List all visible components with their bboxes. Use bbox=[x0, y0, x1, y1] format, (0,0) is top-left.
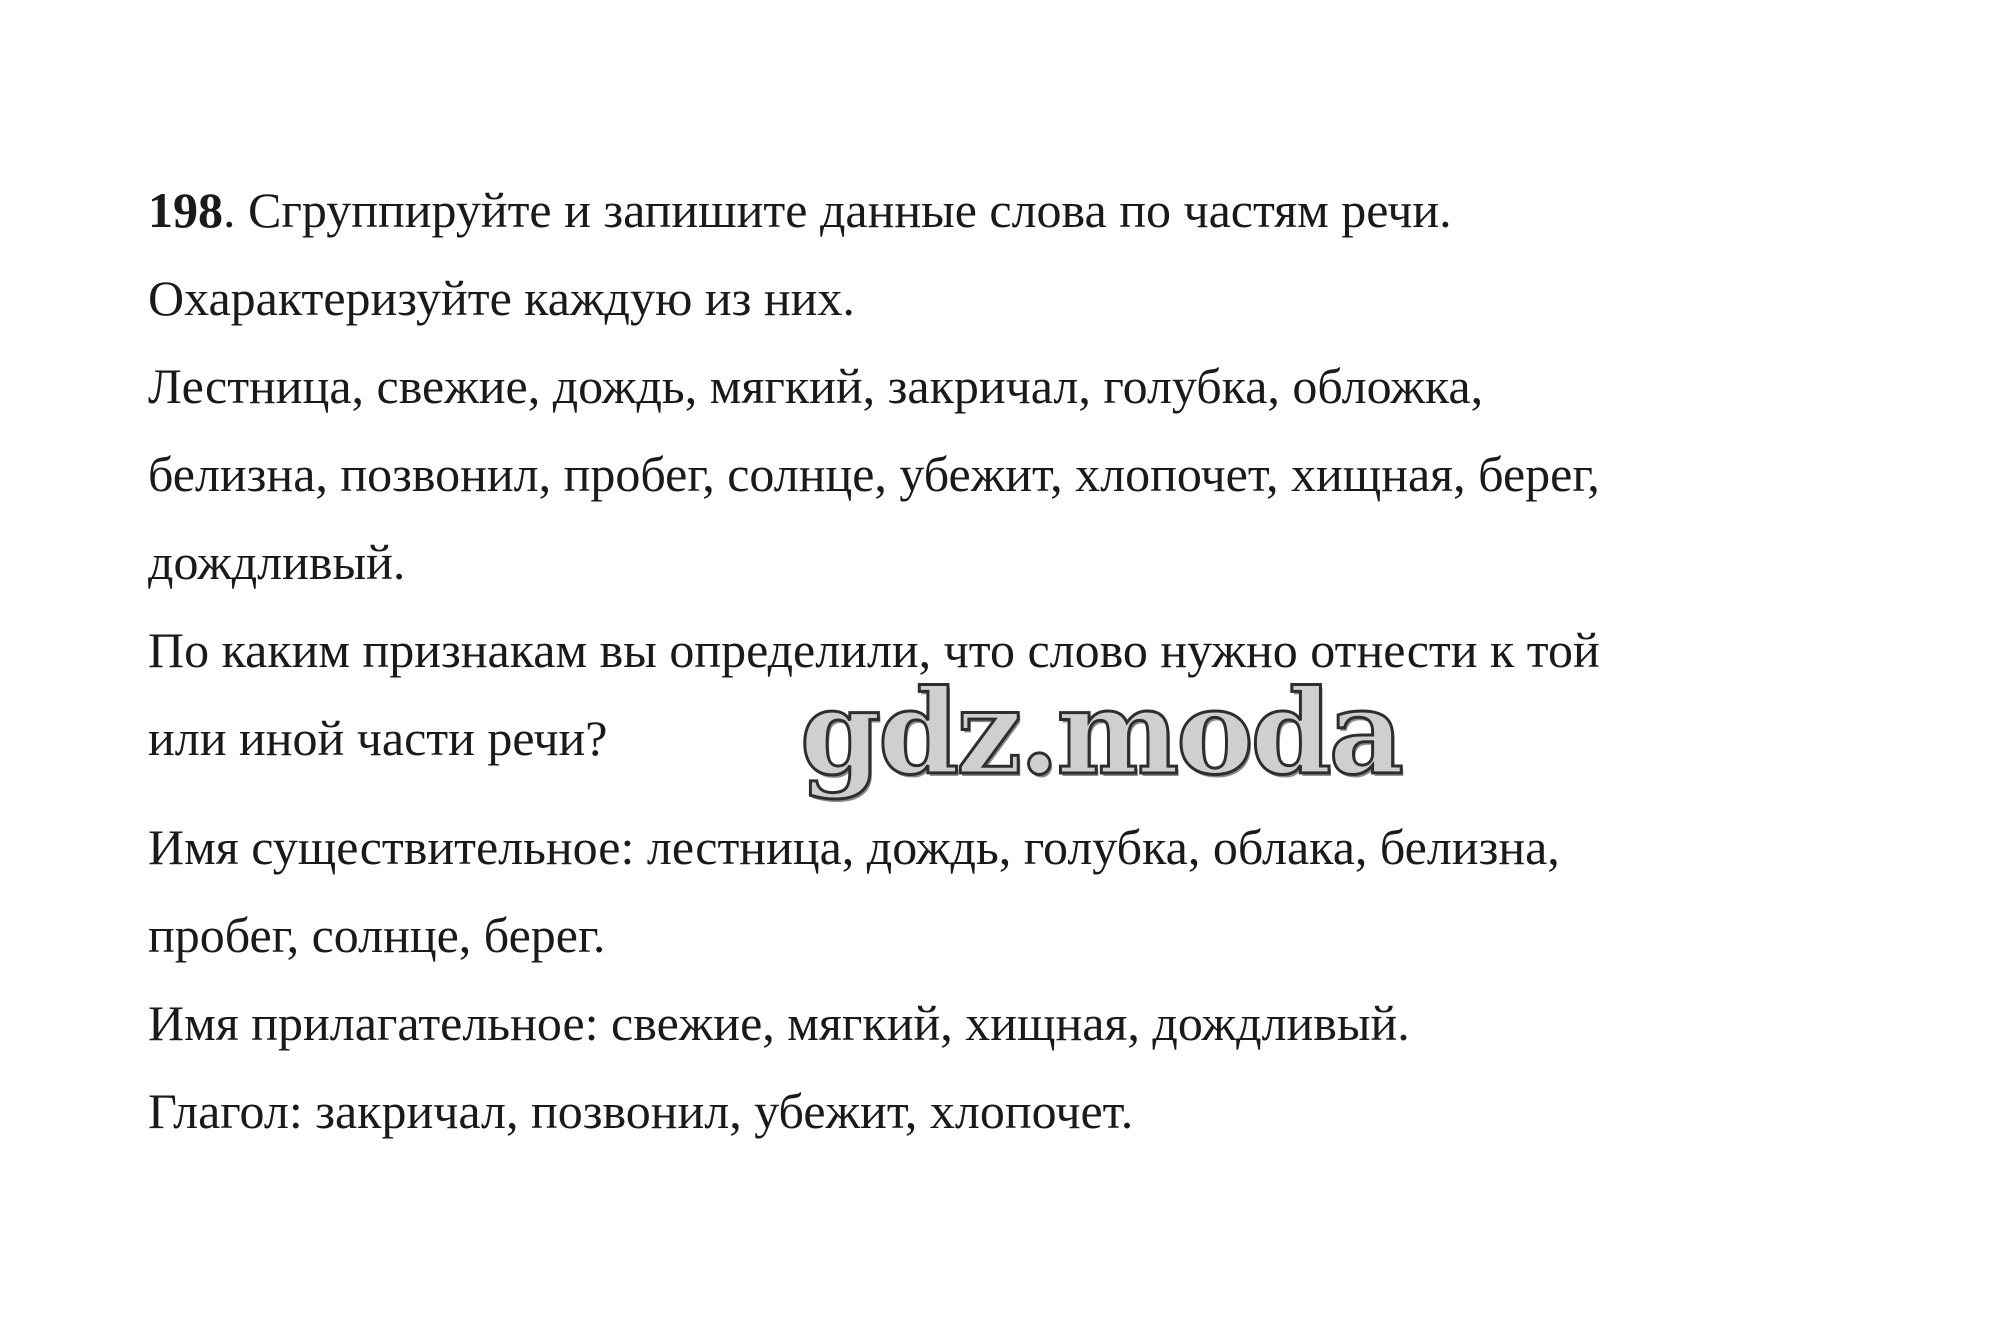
task-line-4: белизна, позвонил, пробег, солнце, убежит, хлопочет, хищная, берег, bbox=[148, 446, 1600, 502]
task-instruction: . Сгруппируйте и запишите данные слова по частям речи. bbox=[223, 182, 1452, 238]
watermark-logo: gdz.moda bbox=[800, 665, 1401, 801]
task-number: 198 bbox=[148, 182, 223, 238]
task-line-5: дождливый. bbox=[148, 534, 406, 590]
task-line-1 bbox=[148, 166, 1888, 254]
task-line-6: По каким признакам вы определили, что слово нужно отнести к той bbox=[148, 622, 1600, 678]
task-line-7: или иной части речи? bbox=[148, 710, 608, 766]
task-line-2: Охарактеризуйте каждую из них. bbox=[148, 270, 855, 326]
answer-text bbox=[148, 803, 1888, 1155]
answer-line-nouns-cont: пробег, солнце, берег. bbox=[148, 907, 606, 963]
answer-line-adjectives: Имя прилагательное: свежие, мягкий, хищная, дождливый. bbox=[148, 995, 1410, 1051]
answer-line-verbs: Глагол: закричал, позвонил, убежит, хлопочет. bbox=[148, 1083, 1134, 1139]
answer-line-nouns: Имя существительное: лестница, дождь, голубка, облака, белизна, bbox=[148, 819, 1560, 875]
task-line-3: Лестница, свежие, дождь, мягкий, закричал, голубка, обложка, bbox=[148, 358, 1484, 414]
